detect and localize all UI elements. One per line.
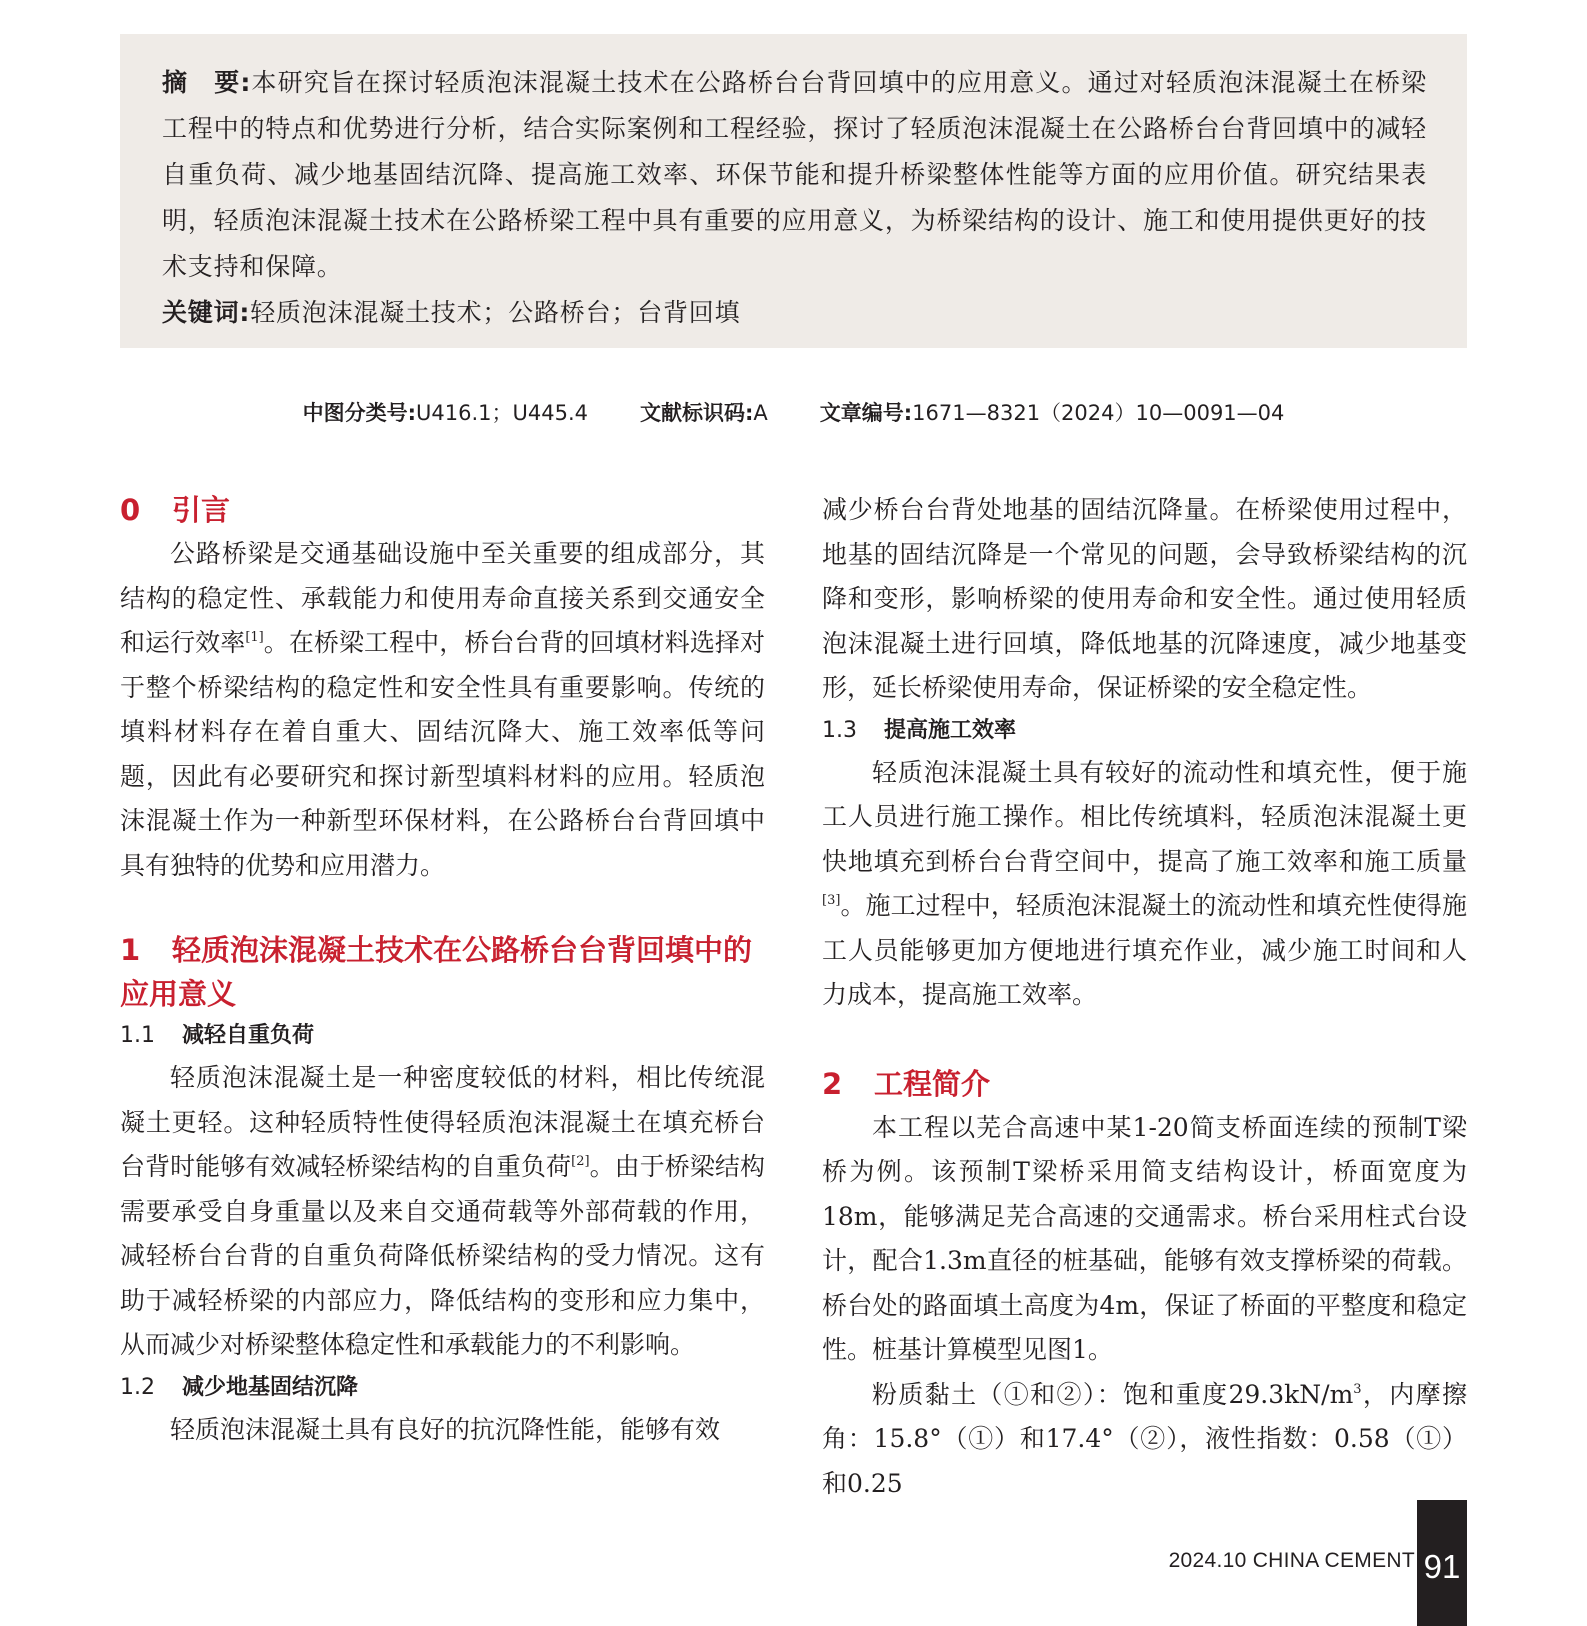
section-1-1-title: 减轻自重负荷 (182, 1023, 315, 1048)
section-1-1-paragraph (120, 1056, 765, 1368)
section-0-title: 引言 (172, 493, 231, 527)
section-0-heading (120, 488, 765, 532)
intro-paragraph (120, 532, 765, 888)
section-1-3-paragraph (822, 751, 1467, 1018)
abstract-label: 摘 要: (162, 68, 252, 97)
section-2-text-a: 粉质黏土（①和②）：饱和重度29.3kN/m (872, 1379, 1354, 1409)
section-1-1-number: 1.1 (120, 1023, 155, 1048)
keywords-line (162, 290, 1427, 336)
section-2-number: 2 (822, 1066, 843, 1101)
section-0-number: 0 (120, 493, 141, 527)
intro-text-a: 公路桥梁是交通基础设施中至关重要的组成部分，其结构的稳定性、承载能力和使用寿命直接关系到交通安全和运行效率 (120, 539, 765, 657)
section-1-3-text-a: 轻质泡沫混凝土具有较好的流动性和填充性，便于施工人员进行施工操作。相比传统填料，轻质泡沫混凝土更快地填充到桥台台背空间中，提高了施工效率和施工质量 (822, 757, 1467, 876)
article-no-value: 1671—8321（2024）10—0091—04 (912, 401, 1285, 425)
section-1-2-continuation: 减少桥台台背处地基的固结沉降量。在桥梁使用过程中，地基的固结沉降是一个常见的问题，会导致桥梁结构的沉降和变形，影响桥梁的使用寿命和安全性。通过使用轻质泡沫混凝土进行回填，降低地基的沉降速度，减少地基变形，延长桥梁使用寿命，保证桥梁的安全稳定性。 (822, 495, 1467, 702)
section-1-2-heading (120, 1368, 765, 1408)
doc-code-label: 文献标识码: (639, 401, 754, 425)
footer-issue: 2024.10 (1168, 1549, 1247, 1572)
section-1-3-number: 1.3 (822, 717, 857, 743)
section-1-1-text-a: 轻质泡沫混凝土是一种密度较低的材料，相比传统混凝土更轻。这种轻质特性使得轻质泡沫混凝土在填充桥台台背时能够有效减轻桥梁结构的自重负荷 (120, 1063, 765, 1181)
doc-code-value: A (753, 401, 768, 425)
section-1-2-number: 1.2 (120, 1374, 155, 1400)
abstract-paragraph (162, 60, 1427, 290)
unit-superscript: 3 (1353, 1381, 1362, 1397)
keywords-label: 关键词: (162, 298, 251, 327)
section-2-paragraph-1: 本工程以芜合高速中某1-20简支桥面连续的预制T梁桥为例。该预制T梁桥采用简支结构设计，桥面宽度为18m，能够满足芜合高速的交通需求。桥台采用柱式台设计，配合1.3m直径的桩基础，能够有效支撑桥梁的荷载。桥台处的路面填土高度为4m，保证了桥面的平整度和稳定性。桩基计算模型见图1。 (822, 1112, 1467, 1364)
section-1-2-title: 减少地基固结沉降 (182, 1374, 359, 1400)
intro-text-b: 。在桥梁工程中，桥台台背的回填材料选择对于整个桥梁结构的稳定性和安全性具有重要影响。传统的填料材料存在着自重大、固结沉降大、施工效率低等问题，因此有必要研究和探讨新型填料材料的应用。轻质泡沫混凝土作为一种新型环保材料，在公路桥台台背回填中具有独特的优势和应用潜力。 (120, 628, 765, 880)
footer-journal (1169, 1549, 1415, 1573)
section-2-text-b: ，内摩擦角：15.8°（①）和17.4°（②），液性指数：0.58（①）和0.25 (822, 1379, 1467, 1498)
section-1-1-text-b: 。由于桥梁结构需要承受自身重量以及来自交通荷载等外部荷载的作用，减轻桥台台背的自重负荷降低桥梁结构的受力情况。这有助于减轻桥梁的内部应力，降低结构的变形和应力集中，从而减少对桥梁整体稳定性和承载能力的不利影响。 (120, 1152, 765, 1359)
left-column (120, 488, 765, 1452)
clc-label: 中图分类号: (302, 401, 416, 425)
citation-3: [3] (822, 893, 841, 908)
section-1-3-text-b: 。施工过程中，轻质泡沫混凝土的流动性和填充性使得施工人员能够更加方便地进行填充作业，减少施工时间和人力成本，提高施工效率。 (822, 891, 1467, 1009)
section-1-number: 1 (120, 933, 141, 967)
page-number-block (1417, 1500, 1467, 1626)
abstract-box (120, 34, 1467, 348)
citation-1: [1] (245, 630, 264, 645)
citation-2: [2] (571, 1154, 590, 1169)
section-1-1-heading (120, 1016, 765, 1056)
section-1-3-heading (822, 711, 1467, 751)
section-2-title: 工程简介 (874, 1066, 991, 1101)
classification-line (0, 397, 1587, 427)
section-2-paragraph-2 (822, 1373, 1467, 1507)
abstract-text: 本研究旨在探讨轻质泡沫混凝土技术在公路桥台台背回填中的应用意义。通过对轻质泡沫混凝土在桥梁工程中的特点和优势进行分析，结合实际案例和工程经验，探讨了轻质泡沫混凝土在公路桥台台背回填中的减轻自重负荷、减少地基固结沉降、提高施工效率、环保节能和提升桥梁整体性能等方面的应用价值。研究结果表明，轻质泡沫混凝土技术在公路桥梁工程中具有重要的应用意义，为桥梁结构的设计、施工和使用提供更好的技术支持和保障。 (162, 68, 1427, 281)
section-1-heading (120, 928, 765, 1016)
keywords-text: 轻质泡沫混凝土技术；公路桥台；台背回填 (250, 298, 741, 327)
section-2-heading (822, 1062, 1467, 1106)
section-1-title: 轻质泡沫混凝土技术在公路桥台台背回填中的应用意义 (120, 933, 753, 1011)
section-1-2-paragraph: 轻质泡沫混凝土具有良好的抗沉降性能，能够有效 (170, 1414, 721, 1444)
clc-value: U416.1；U445.4 (416, 401, 588, 425)
footer-journal-name: CHINA CEMENT (1252, 1549, 1415, 1572)
page-number: 91 (1423, 1548, 1461, 1585)
section-1-3-title: 提高施工效率 (884, 717, 1017, 743)
article-no-label: 文章编号: (819, 401, 913, 425)
right-column (822, 488, 1467, 1506)
